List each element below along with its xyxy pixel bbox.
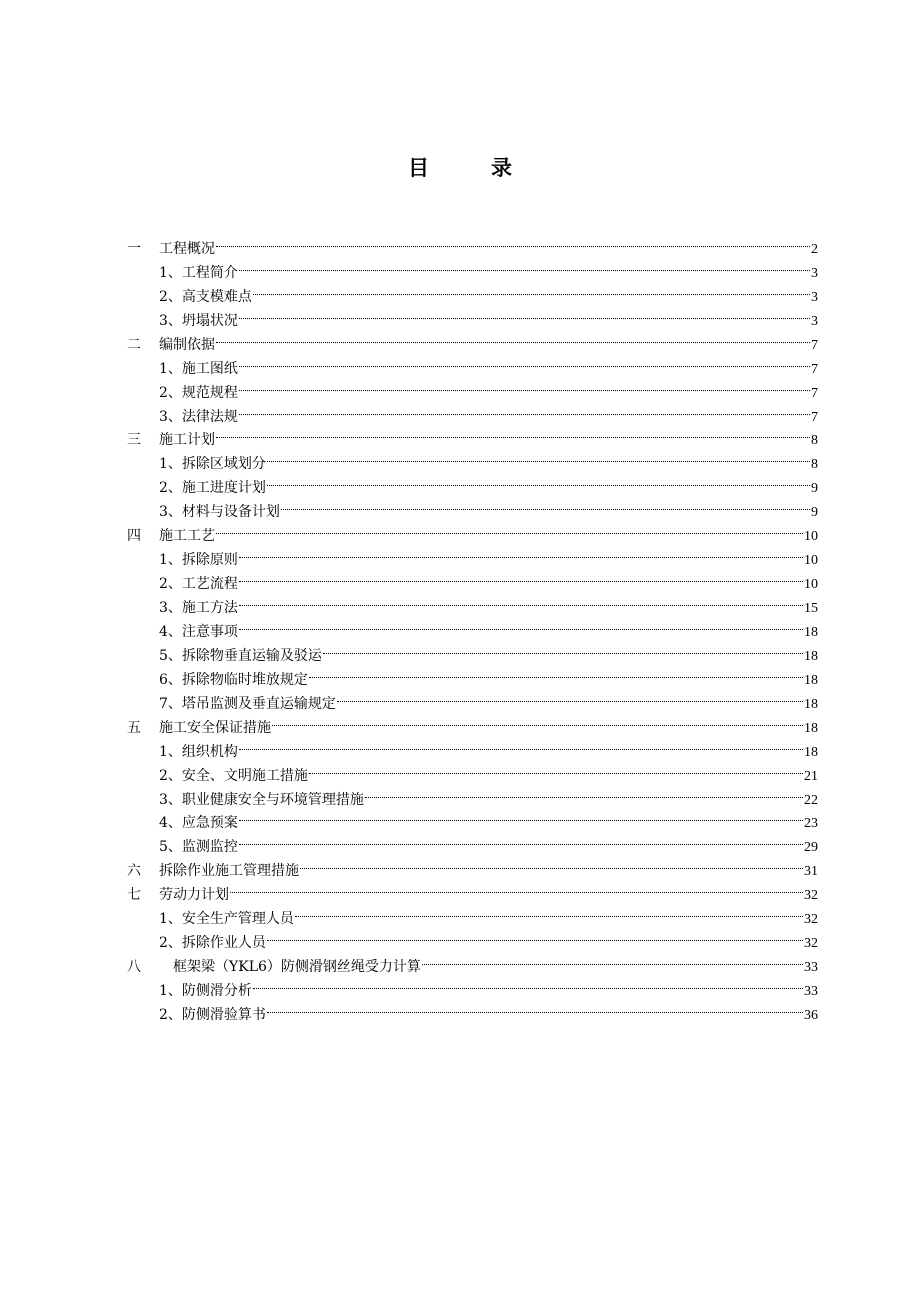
toc-entry-label: 材料与设备计划: [181, 504, 280, 521]
toc-dot-leader: [239, 804, 803, 828]
toc-entry-page: 36: [804, 1007, 818, 1023]
toc-dot-leader: [239, 612, 803, 636]
toc-entry-label: 塔吊监测及垂直运输规定: [181, 695, 336, 712]
toc-dot-leader: [239, 397, 810, 421]
toc-entry-label: 安全、文明施工措施: [181, 767, 308, 784]
toc-entry-page: 2: [811, 241, 818, 257]
toc-entry-number: 5、: [159, 647, 182, 664]
toc-dot-leader: [323, 636, 803, 660]
toc-entry-number: 4、: [159, 623, 182, 640]
toc-entry-page: 10: [804, 577, 818, 593]
toc-dot-leader: [239, 540, 803, 564]
toc-dot-leader: [267, 468, 810, 492]
toc-entry[interactable]: [127, 325, 818, 353]
toc-entry-page: 3: [811, 289, 818, 305]
toc-entry-number: 1、: [159, 360, 182, 377]
toc-dot-leader: [365, 780, 803, 804]
toc-entry-page: 18: [804, 648, 818, 664]
toc-entry-number: 2、: [159, 767, 182, 784]
toc-entry-page: 7: [811, 409, 818, 425]
toc-dot-leader: [230, 875, 803, 899]
toc-entry-label: 规范规程: [181, 384, 238, 401]
toc-entry-number: 2、: [159, 480, 182, 497]
toc-entry-page: 9: [811, 505, 818, 521]
toc-dot-leader: [267, 444, 810, 468]
toc-entry-number: 四: [127, 528, 141, 545]
toc-entry-label: 职业健康安全与环境管理措施: [181, 791, 364, 808]
toc-dot-leader: [239, 588, 803, 612]
toc-entry[interactable]: [127, 229, 818, 257]
toc-entry-label: 拆除作业施工管理措施: [159, 863, 299, 880]
toc-dot-leader: [300, 851, 803, 875]
toc-entry-number: 6、: [159, 671, 182, 688]
toc-entry-label: 施工安全保证措施: [159, 719, 271, 736]
toc-entry-page: 7: [811, 385, 818, 401]
toc-dot-leader: [309, 756, 803, 780]
toc-entry-label: 法律法规: [181, 408, 238, 425]
toc-entry-label: 拆除物垂直运输及驳运: [181, 647, 322, 664]
toc-entry-label: 监测监控: [181, 839, 238, 856]
toc-dot-leader: [267, 923, 803, 947]
toc-dot-leader: [239, 373, 810, 397]
toc-title-char-2: 录: [491, 155, 512, 180]
toc-entry-number: 五: [127, 719, 141, 736]
toc-dot-leader: [337, 684, 803, 708]
toc-entry-page: 29: [804, 840, 818, 856]
toc-entry-number: 2、: [159, 384, 182, 401]
toc-entry-page: 18: [804, 720, 818, 736]
toc-entry-page: 32: [804, 936, 818, 952]
toc-entry-number: 4、: [159, 815, 182, 832]
toc-entry[interactable]: [127, 899, 818, 928]
toc-entry-page: 9: [811, 481, 818, 497]
toc-entry-label: 劳动力计划: [159, 887, 229, 904]
toc-entry-page: 10: [804, 553, 818, 569]
toc-entry-page: 7: [811, 337, 818, 353]
toc-entry-number: 1、: [159, 456, 182, 473]
toc-dot-leader: [309, 660, 803, 684]
toc-entry-number: 1、: [159, 983, 182, 999]
toc-entry-label: 工程简介: [181, 264, 238, 281]
toc-entry-number: 1、: [159, 743, 182, 760]
toc-entry-number: 一: [127, 240, 141, 257]
toc-entry[interactable]: [127, 421, 818, 449]
toc-entry-page: 21: [804, 768, 818, 784]
toc-entry-number: 1、: [159, 264, 182, 281]
toc-entry-page: 18: [804, 672, 818, 688]
toc-entry-page: 31: [804, 864, 818, 880]
toc-dot-leader: [272, 708, 803, 732]
toc-entry-label: 高支模难点: [181, 288, 252, 305]
toc-entry-number: 3、: [159, 408, 182, 425]
toc-entry-number: 3、: [159, 504, 182, 521]
toc-entry-page: 3: [811, 313, 818, 329]
toc-entry-page: 23: [804, 816, 818, 832]
toc-dot-leader: [253, 277, 810, 301]
toc-entry-page: 7: [811, 361, 818, 377]
toc-entry-page: 15: [804, 601, 818, 616]
toc-entry-page: 18: [804, 624, 818, 640]
toc-entry-number: 2、: [159, 288, 182, 305]
toc-dot-leader: [239, 564, 803, 588]
toc-entry-number: 3、: [159, 600, 182, 616]
toc-entry-label: 施工图纸: [181, 360, 238, 377]
toc-entry-number: 2、: [159, 576, 182, 593]
toc-entry[interactable]: [127, 875, 818, 904]
toc-entry-page: 18: [804, 744, 818, 760]
toc-entry-label: 编制依据: [159, 336, 215, 353]
toc-entry-label: 拆除原则: [181, 552, 238, 569]
toc-entry-label: 拆除区域划分: [181, 456, 266, 473]
toc-entry-number: 二: [127, 336, 141, 353]
toc-entry[interactable]: [127, 253, 818, 281]
toc-dot-leader: [281, 492, 810, 516]
toc-dot-leader: [216, 516, 803, 540]
toc-entry-label: 注意事项: [181, 623, 238, 640]
toc-entry-number: 六: [127, 863, 141, 880]
toc-entry-number: 3、: [159, 791, 182, 808]
toc-entry-page: 8: [811, 433, 818, 449]
toc-entry[interactable]: [127, 540, 818, 569]
toc-entry[interactable]: [127, 516, 818, 545]
toc-entry-page: 8: [811, 457, 818, 473]
toc-entry-number: 三: [127, 432, 141, 449]
toc-entry-page: 10: [804, 529, 818, 545]
toc-dot-leader: [295, 899, 803, 923]
toc-entry-number: 2、: [159, 1006, 182, 1023]
toc-entry-page: 32: [804, 888, 818, 904]
toc-entry-label: 组织机构: [181, 743, 238, 760]
toc-dot-leader: [267, 995, 803, 1019]
toc-dot-leader: [216, 325, 810, 349]
toc-dot-leader: [239, 301, 810, 325]
toc-entry-label: 坍塌状况: [181, 312, 238, 329]
toc-entry-number: 八: [127, 959, 141, 976]
toc-dot-leader: [239, 349, 810, 373]
toc-dot-leader: [239, 827, 803, 851]
toc-entry-number: 2、: [159, 935, 182, 952]
toc-entry-label: 施工计划: [159, 432, 215, 449]
toc-entry-label: 拆除物临时堆放规定: [181, 671, 308, 688]
toc-entry-page: 18: [804, 696, 818, 712]
toc-entry-label: 防侧滑分析: [181, 983, 252, 999]
toc-entry-number: 5、: [159, 839, 182, 856]
toc-dot-leader: [239, 253, 810, 277]
toc-dot-leader: [216, 229, 810, 253]
toc-entry-label: 施工方法: [181, 600, 238, 616]
toc-title: [0, 152, 920, 182]
toc-dot-leader: [216, 421, 810, 445]
toc-entry-number: 7、: [159, 695, 182, 712]
toc-entry-label: 施工进度计划: [181, 480, 266, 497]
toc-entry-label: 防侧滑验算书: [181, 1006, 266, 1023]
toc-entry-label: 工艺流程: [181, 576, 238, 593]
toc-entry-number: 七: [127, 887, 141, 904]
toc-entry-number: 1、: [159, 552, 182, 569]
toc-list: [127, 229, 818, 1023]
toc-entry[interactable]: [127, 349, 818, 377]
toc-entry-page: 3: [811, 265, 818, 281]
toc-title-char-1: 目: [408, 155, 429, 180]
toc-entry-page: 32: [804, 912, 818, 928]
toc-entry[interactable]: [127, 444, 818, 473]
toc-entry-label: 工程概况: [159, 240, 215, 257]
toc-entry-label: 应急预案: [181, 815, 238, 832]
toc-entry-page: 22: [804, 792, 818, 808]
toc-dot-leader: [253, 971, 803, 995]
toc-entry-page: 33: [804, 984, 818, 999]
toc-entry-page: 33: [804, 960, 818, 976]
toc-entry-label: 安全生产管理人员: [181, 911, 294, 928]
toc-entry-label: 拆除作业人员: [181, 935, 266, 952]
toc-dot-leader: [239, 732, 803, 756]
toc-entry-number: 3、: [159, 312, 182, 329]
toc-dot-leader: [422, 947, 803, 971]
toc-entry-number: 1、: [159, 911, 182, 928]
toc-entry-label: 框架梁（YKL6）防侧滑钢丝绳受力计算: [159, 959, 421, 976]
toc-entry-label: 施工工艺: [159, 528, 215, 545]
